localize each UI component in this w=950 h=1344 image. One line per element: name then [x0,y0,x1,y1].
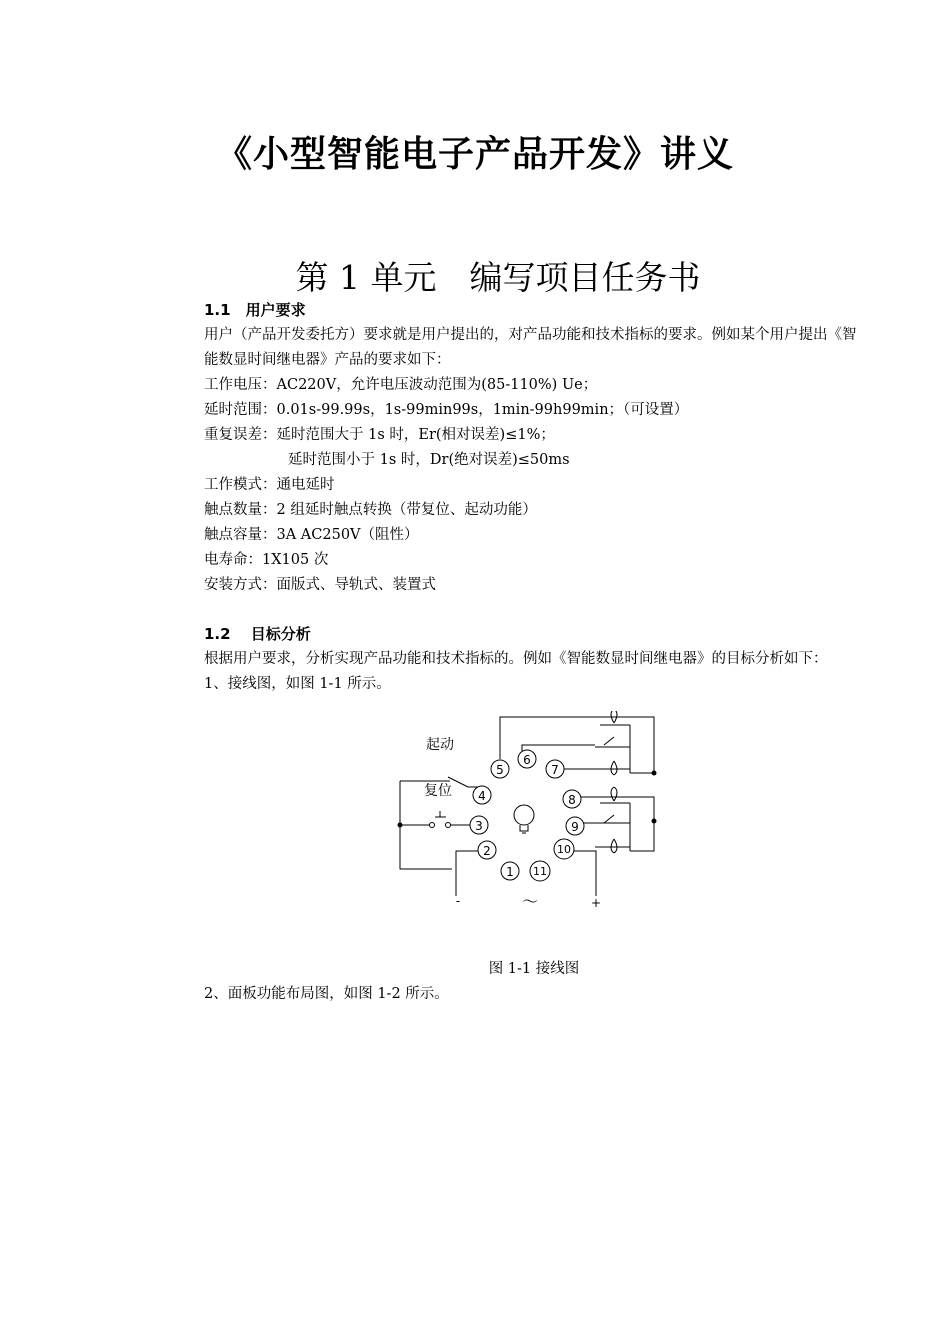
minus-label: - [455,894,461,908]
section-heading-target-analysis: 1.2 目标分析 [204,625,311,643]
spec-electrical-life: 电寿命：1X105 次 [204,552,329,568]
spec-repeat-error-cont: 延时范围小于 1s 时，Dr(绝对误差)≤50ms [288,452,570,468]
ac-symbol: ～ [521,892,539,911]
figure-caption: 图 1-1 接线图 [488,961,580,977]
start-label: 起动 [426,737,454,753]
spec-mounting: 安装方式：面版式、导轨式、装置式 [204,577,436,593]
item-panel-layout: 2、面板功能布局图，如图 1-2 所示。 [204,986,449,1002]
spec-contact-count: 触点数量：2 组延时触点转换（带复位、起动功能） [204,502,537,518]
terminal-label: 9 [571,820,579,834]
terminal-label: 4 [478,789,486,803]
terminal-label: 5 [496,763,504,777]
terminal-label: 8 [568,793,576,807]
terminal-label: 7 [551,763,559,777]
terminal-label: 3 [475,819,483,833]
section1-intro: 用户（产品开发委托方）要求就是用户提出的，对产品功能和技术指标的要求。例如某个用户提出《智能数显时间继电器》产品的要求如下： [204,327,857,368]
terminal-label: 2 [483,844,491,858]
spec-delay-range: 延时范围：0.01s-99.99s，1s-99min99s，1min-99h99min；（可设置） [204,402,689,418]
wiring-diagram-figure [204,711,864,931]
section2-intro: 根据用户要求，分析实现产品功能和技术指标的。例如《智能数显时间继电器》的目标分析如下： [204,651,828,667]
section-heading-user-requirements: 1.1 用户要求 [204,301,306,319]
spec-contact-capacity: 触点容量：3A AC250V（阻性） [204,527,419,543]
terminal-label: 11 [533,865,547,878]
reset-label: 复位 [424,783,452,799]
document-body [204,298,864,1007]
spec-voltage: 工作电压：AC220V，允许电压波动范围为(85-110%) Ue； [204,377,598,393]
terminal-circles [470,750,584,881]
terminal-label: 1 [506,865,514,879]
document-title: 《小型智能电子产品开发》讲义 [215,134,734,175]
unit-title: 第 1 单元 编写项目任务书 [295,258,701,297]
wiring-diagram [390,711,670,916]
spec-repeat-error: 重复误差：延时范围大于 1s 时，Er(相对误差)≤1%； [204,427,555,443]
spec-work-mode: 工作模式：通电延时 [204,477,335,493]
terminal-label: 10 [557,843,571,856]
item-wiring-diagram: 1、接线图，如图 1-1 所示。 [204,676,391,692]
plus-label: + [590,896,602,910]
terminal-label: 6 [523,753,531,767]
